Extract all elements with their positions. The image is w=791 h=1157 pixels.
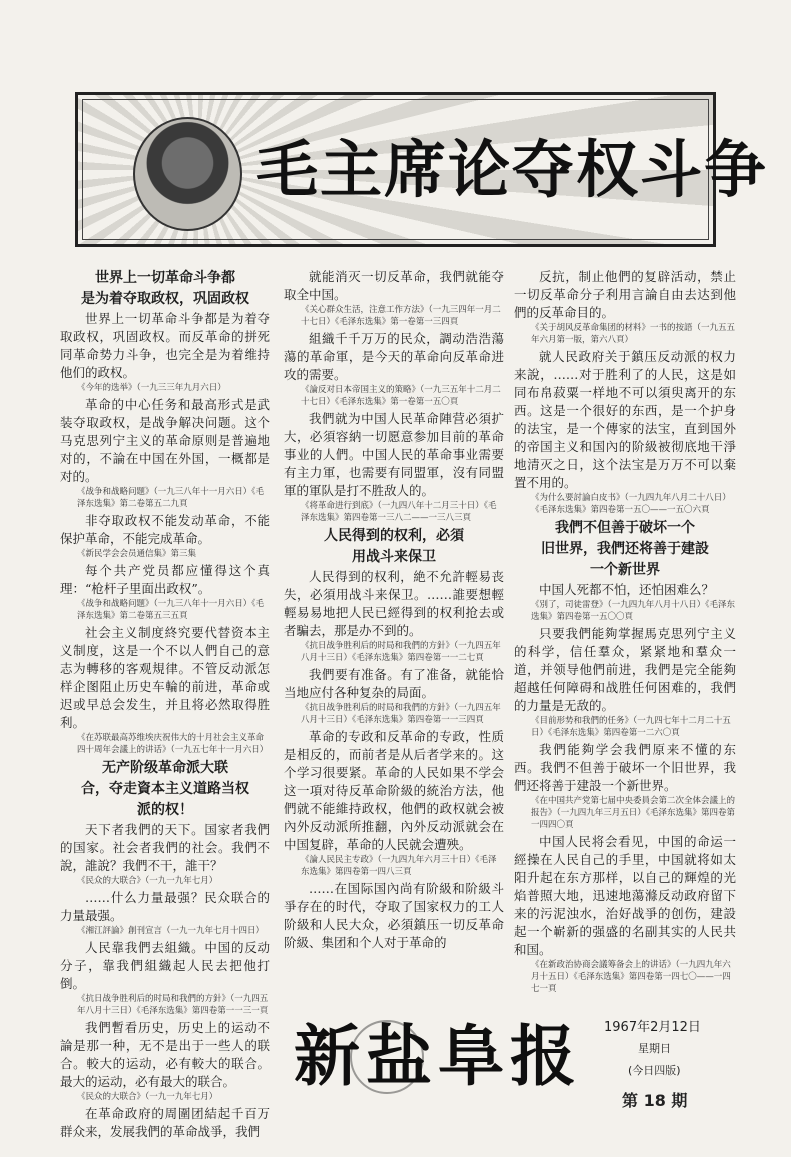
quote-paragraph: 中国人死都不怕，还怕困难么？: [539, 582, 715, 597]
section-heading: 派的权！: [137, 802, 193, 818]
section-heading: 无产阶级革命派大联: [102, 760, 228, 776]
quote-paragraph: 就人民政府关于鎮压反动派的权力来說，……对于胜利了的人民，这是如同布帛菽粟一样地不可以須臾离开的东西。这是一个很好的东西，是一个护身的法宝，是一个傳家的法宝，直到国外的帝国主义和国內的阶級被彻底地干淨地清灭之日，这个法宝是万万不可以棄置不用的。: [514, 349, 736, 490]
quote-paragraph: 中国人民将会看见，中国的命运一經操在人民自己的手里，中国就将如太阳升起在东方那样，以自己的輝煌的光焰普照大地，迅速地蕩滌反动政府留下来的污泥浊水，治好战爭的创伤，建設起一个嶄新的强盛的名副其实的人民共和国。: [514, 834, 736, 957]
quote-paragraph: 每个共产党员都应懂得这个真理：“枪杆子里面出政权”。: [60, 563, 270, 596]
citation: 《抗日战争胜利后的时局和我們的方針》（一九四五年八月十三日）《毛泽东选集》第四卷第一一二七頁: [301, 641, 501, 663]
citation: 《抗日战争胜利后的时局和我們的方針》（一九四五年八月十三日）《毛泽东选集》第四卷第一一三四頁: [301, 703, 501, 725]
citation: 《別了，司徒雷登》（一九四九年八月十八日）《毛泽东选集》第四卷第一五〇〇頁: [531, 600, 736, 622]
citation: 《为什么要討論白皮书》（一九四九年八月二十八日）《毛泽东选集》第四卷第一五〇——一五〇六頁: [531, 493, 731, 515]
banner-title: 毛主席论夺权斗争: [256, 133, 769, 206]
portrait-image: [133, 117, 242, 231]
quote-paragraph: 在革命政府的周圍团結起千百万群众来，发展我們的革命战爭，我們: [60, 1106, 270, 1139]
citation: 《抗日战争胜利后的时局和我們的方針》（一九四五年八月十三日）《毛泽东选集》第四卷第一一三一頁: [77, 994, 269, 1016]
citation: 《民众的大联合》（一九一九年七月）: [77, 1092, 218, 1102]
column-3: [514, 268, 736, 997]
citation: 《在中国共产党第七届中央委員会第二次全体会議上的报告》（一九四九年三月五日）《毛泽东选集》第四卷第一四四〇頁: [531, 796, 736, 830]
quote-paragraph: 天下者我們的天下。国家者我們的国家。社会者我們的社会。我們不說，誰說？我們不干，誰干？: [60, 822, 270, 873]
citation: 《在新政治协商会議筹备会上的讲话》（一九四九年六月十五日）《毛泽东选集》第四卷第一四七〇——一四七一頁: [531, 960, 731, 994]
section-heading: 世界上一切革命斗争都: [95, 270, 235, 286]
column-1: [60, 268, 270, 1141]
issue-date: 1967年2月12日: [604, 1020, 701, 1035]
citation: 《湘江評論》創刊宣言（一九一九年七月十四日）: [77, 926, 265, 936]
citation: 《关于胡风反革命集团的材料》一书的按語（一九五五年六月第一版，第六八頁）: [531, 323, 736, 345]
quote-paragraph: 就能消灭一切反革命，我們就能夺取全中国。: [284, 269, 504, 302]
quote-paragraph: 人民靠我們去組織。中国的反动分子，靠我們組織起人民去把他打倒。: [60, 940, 270, 991]
citation: 《論人民民主专政》（一九四九年六月三十日）《毛泽东选集》第四卷第一四八三頁: [301, 855, 497, 877]
citation: 《民众的大联合》（一九一九年七月）: [77, 876, 218, 886]
section-heading: 人民得到的权利，必須: [324, 528, 464, 544]
quote-paragraph: 我們暫看历史，历史上的运动不論是那一种，无不是出于一些人的联合。較大的运动，必有較大的联合。最大的运动，必有最大的联合。: [60, 1020, 270, 1089]
quote-paragraph: 革命的中心任务和最高形式是武装夺取政权，是战争解决问题。这个马克思列宁主义的革命原则是普遍地对的，不論在中国在外国，一概都是对的。: [60, 397, 270, 484]
column-2: [284, 268, 504, 952]
quote-paragraph: 只要我們能夠掌握馬克思列宁主义的科学，信任羣众，紧紧地和羣众一道，并领导他們前进，我們是完全能夠超越任何障碍和战胜任何困难的，我們的力量是无敌的。: [514, 626, 736, 713]
quote-paragraph: 人民得到的权利，絶不允許輕易丧失，必須用战斗来保卫。……誰要想輕輕易易地把人民已經得到的权利抢去或者騙去，那是办不到的。: [284, 569, 504, 638]
section-heading: 一个新世界: [590, 562, 660, 578]
citation: 《战争和战略问题》（一九三八年十一月六日）《毛泽东选集》第二卷第五三五頁: [77, 599, 265, 621]
citation: 《論反对日本帝国主义的策略》（一九三五年十二月二十七日）《毛泽东选集》第一卷第一五〇頁: [301, 385, 501, 407]
quote-paragraph: 我們要有准备。有了准备，就能恰当地应付各种复杂的局面。: [284, 667, 504, 700]
section-heading: 我們不但善于破坏一个: [555, 520, 695, 536]
quote-paragraph: 我們能夠学会我們原来不懂的东西。我們不但善于破坏一个旧世界，我們还将善于建設一个新世界。: [514, 742, 736, 793]
newspaper-nameplate: 新盐阜报: [294, 1018, 582, 1095]
quote-paragraph: 非夺取政权不能发动革命，不能保护革命，不能完成革命。: [60, 513, 270, 546]
quote-paragraph: 組織千千万万的民众，調动浩浩蕩蕩的革命軍，是今天的革命向反革命进攻的需要。: [284, 331, 504, 382]
quote-paragraph: 我們就为中国人民革命陣营必須扩大，必須容納一切愿意参加目前的革命事业的人們。中国人民的革命事业需要有主力軍，也需要有同盟軍，沒有同盟軍的軍队是打不胜敌人的。: [284, 411, 504, 498]
quote-paragraph: ……什么力量最强？民众联合的力量最强。: [60, 890, 270, 923]
quote-paragraph: ……在国际国內尚有阶級和阶級斗爭存在的时代，夺取了国家权力的工人阶級和人民大众，必須鎮压一切反革命阶級、集团和个人对于革命的: [284, 881, 504, 950]
citation: 《战争和战略问题》（一九三八年十一月六日）《毛泽东选集》第二卷第五二九頁: [77, 487, 265, 509]
citation: 《在苏联最高苏维埃庆祝伟大的十月社会主义革命四十周年会議上的讲话》（一九五七年十一月六日）: [77, 733, 269, 755]
issue-number: 第 18 期: [622, 1091, 688, 1110]
masthead-banner: [75, 92, 769, 247]
citation: 《将革命进行到底》（一九四八年十二月三十日）《毛泽东选集》第四卷第一三八二——一三八三頁: [301, 501, 497, 523]
quote-paragraph: 世界上一切革命斗争都是为着夺取政权，巩固政权。而反革命的拼死同革命势力斗争，也完全是为着维持他们的政权。: [60, 311, 270, 380]
citation: 《新民学会会员通信集》第三集: [77, 549, 197, 559]
section-heading: 用战斗来保卫: [352, 549, 436, 565]
quote-paragraph: 社会主义制度終究要代替资本主义制度，这是一个不以人們自己的意志为轉移的客观規律。不管反动派怎样企图阻止历史车輪的前进，革命或迟或早总会发生，并且将必然取得胜利。: [60, 625, 270, 730]
citation: 《关心群众生活，注意工作方法》（一九三四年一月二十七日）《毛泽东选集》第一卷第一三四頁: [301, 305, 501, 327]
section-heading: 是为着夺取政权，巩固政权: [81, 291, 249, 307]
quote-paragraph: 反抗，制止他們的复辟活动，禁止一切反革命分子利用言論自由去达到他們的反革命目的。: [514, 269, 736, 320]
issue-weekday: 星期日: [638, 1042, 671, 1055]
citation: 《目前形势和我們的任务》（一九四七年十二月二十五日）《毛泽东选集》第四卷第一二六〇頁: [531, 716, 731, 738]
issue-edition: (今日四版): [628, 1064, 681, 1077]
quote-paragraph: 革命的专政和反革命的专政，性质是相反的，而前者是从后者学来的。这个学习很要紧。革命的人民如果不学会这一項对待反革命阶級的統治方法，他們就不能維持政权，他們的政权就会被內外反动派所推翻，內外反动派就会在中国复辟，革命的人民就会遭殃。: [284, 729, 504, 852]
citation: 《今年的选举》（一九三三年九月六日）: [77, 383, 226, 393]
section-heading: 合，夺走資本主义道路当权: [81, 781, 249, 797]
section-heading: 旧世界，我們还将善于建設: [541, 541, 709, 557]
